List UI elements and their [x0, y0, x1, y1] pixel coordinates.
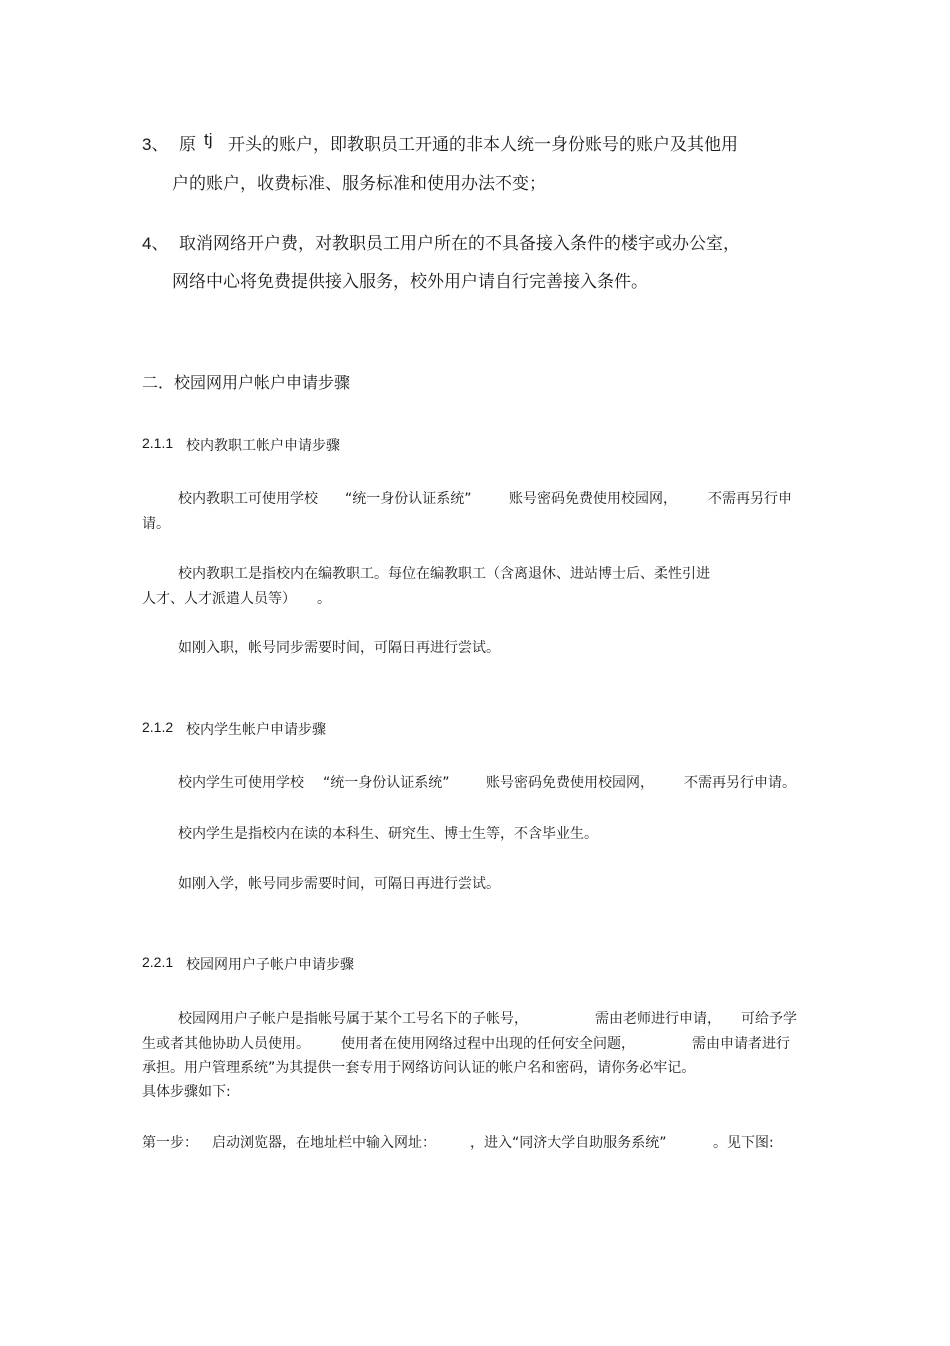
item-3-text-b: tj: [204, 130, 213, 149]
s221-p2-c: 需由申请者进行: [692, 1036, 790, 1052]
s211-p2-a: 校内教职工是指校内在编教职工。每位在编教职工（含离退休、进站博士后、柔性引进: [178, 566, 710, 582]
item-3-line-2: 户的账户，收费标准、服务标准和使用办法不变；: [172, 174, 546, 194]
step-1-text-c: 。见下图:: [713, 1135, 774, 1151]
s211-p1-e: 请。: [142, 516, 170, 532]
s221-p2-a: 生或者其他协助人员使用。: [142, 1036, 310, 1052]
s211-p1-a: 校内教职工可使用学校: [178, 491, 318, 507]
heading-2-1-1-number: 2.1.1: [142, 435, 174, 451]
s211-p1-b: “统一身份认证系统”: [345, 491, 472, 507]
s212-p1-c: 账号密码免费使用校园网，: [486, 775, 654, 791]
item-4-number: 4、: [142, 234, 169, 253]
item-4-line-2: 网络中心将免费提供接入服务，校外用户请自行完善接入条件。: [172, 272, 648, 292]
section-2-title: 二．校园网用户帐户申请步骤: [142, 373, 351, 392]
heading-2-2-1-title: 校园网用户子帐户申请步骤: [186, 957, 354, 973]
s221-p4: 具体步骤如下:: [142, 1084, 231, 1100]
s212-p1-b: “统一身份认证系统”: [323, 775, 450, 791]
item-4-line-1: 取消网络开户费，对教职员工用户所在的不具备接入条件的楼宇或办公室，: [179, 234, 740, 254]
s211-p2-b: 人才、人才派遣人员等）: [142, 591, 296, 607]
item-3-text-a: 原: [179, 135, 196, 155]
step-1-text-b: ，进入“同济大学自助服务系统”: [470, 1135, 667, 1151]
item-3-text-c: 开头的账户，即教职员工开通的非本人统一身份账号的账户及其他用: [228, 135, 738, 155]
s221-p1-b: 需由老师进行申请，: [595, 1011, 721, 1027]
s211-p1-c: 账号密码免费使用校园网，: [509, 491, 677, 507]
s221-p1-c: 可给予学: [741, 1011, 797, 1027]
s212-p2: 校内学生是指校内在读的本科生、研究生、博士生等，不含毕业生。: [178, 826, 598, 842]
heading-2-1-2-number: 2.1.2: [142, 719, 174, 735]
s211-p3: 如刚入职，帐号同步需要时间，可隔日再进行尝试。: [178, 640, 500, 656]
s221-p1-a: 校园网用户子帐户是指帐号属于某个工号名下的子帐号，: [178, 1011, 528, 1027]
item-3-number: 3、: [142, 135, 169, 154]
s212-p1-a: 校内学生可使用学校: [178, 775, 304, 791]
s212-p1-d: 不需再另行申请。: [684, 775, 796, 791]
step-1-text-a: 启动浏览器，在地址栏中输入网址：: [212, 1135, 436, 1151]
heading-2-2-1-number: 2.2.1: [142, 954, 174, 970]
s211-p2-c: 。: [317, 591, 331, 607]
step-1-label: 第一步：: [142, 1135, 198, 1151]
s211-p1-d: 不需再另行申: [708, 491, 792, 507]
s221-p2-b: 使用者在使用网络过程中出现的任何安全问题，: [341, 1036, 635, 1052]
heading-2-1-1-title: 校内教职工帐户申请步骤: [186, 438, 340, 454]
s221-p3: 承担。用户管理系统”为其提供一套专用于网络访问认证的帐户名和密码，请你务必牢记。: [142, 1060, 696, 1076]
heading-2-1-2-title: 校内学生帐户申请步骤: [186, 722, 326, 738]
s212-p3: 如刚入学，帐号同步需要时间，可隔日再进行尝试。: [178, 876, 500, 892]
